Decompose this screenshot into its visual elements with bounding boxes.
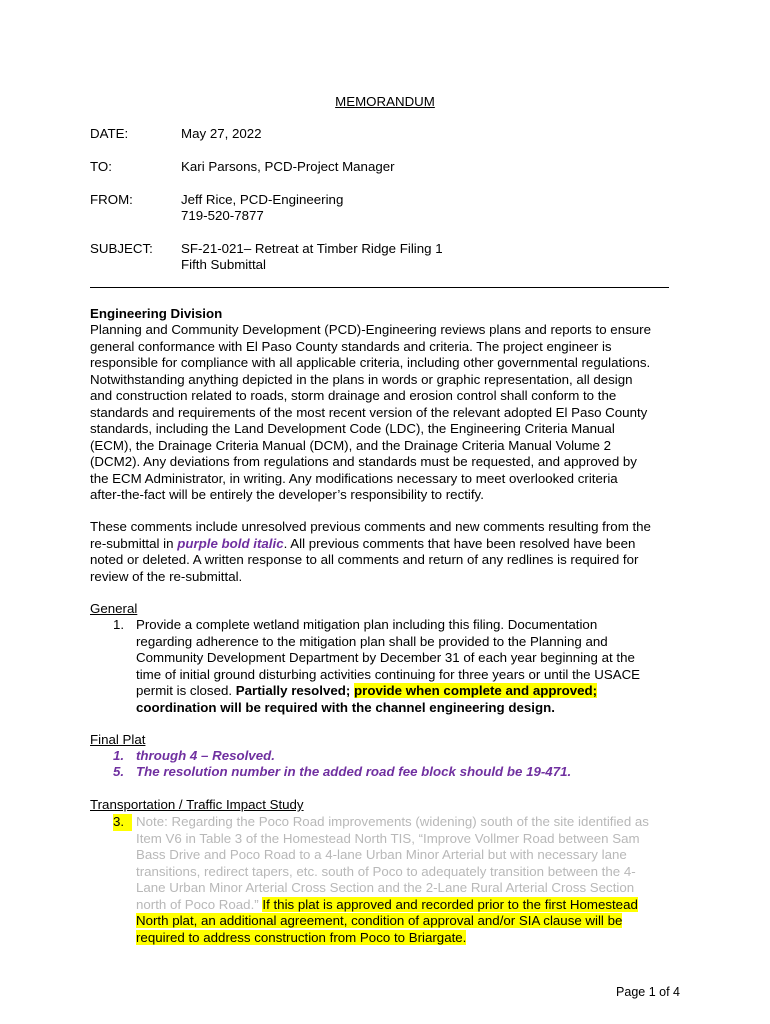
date-label: DATE:: [90, 126, 129, 141]
transportation-note-line: Bass Drive and Poco Road to a 4-lane Urban Minor Arterial but with necessary lane: [136, 847, 627, 862]
purple-bold-italic-sample: purple bold italic: [177, 535, 284, 551]
general-item-line: regarding adherence to the mitigation plan shall be provided to the Planning and: [136, 633, 608, 649]
engineering-line: the ECM Administrator, in writing. Any modifications necessary to meet overlooked criteria: [90, 470, 618, 486]
to-value: Kari Parsons, PCD-Project Manager: [181, 159, 395, 174]
highlighted-text: If this plat is approved and recorded prior to the first Homestead: [262, 896, 638, 912]
engineering-line: Notwithstanding anything depicted in the plans in words or graphic representation, all design: [90, 371, 633, 387]
memo-title: MEMORANDUM: [335, 94, 435, 109]
highlighted-text: North plat, an additional agreement, condition of approval and/or SIA clause will be: [136, 913, 623, 928]
general-item-line: time of initial ground disturbing activities continuing for three years or until the USACE: [136, 666, 641, 682]
from-value-name: Jeff Rice, PCD-Engineering: [181, 192, 344, 207]
transportation-note-line: [136, 897, 676, 914]
final-plat-item-number: 5.: [113, 764, 125, 779]
engineering-line: standards and requirements of the most recent version of the relevant adopted El Paso County: [90, 404, 648, 420]
engineering-line: responsible for compliance with all applicable criteria, including other governmental regulations.: [90, 355, 651, 370]
subject-value: SF-21-021– Retreat at Timber Ridge Filing 1: [181, 241, 443, 256]
comments-paragraph: [90, 519, 680, 585]
engineering-line: after-the-fact will be entirely the developer’s responsibility to rectify.: [90, 487, 484, 502]
highlighted-text: provide when complete and approved;: [354, 683, 598, 698]
final-plat-item-1: through 4 – Resolved.: [136, 748, 275, 763]
engineering-line: general conformance with El Paso County standards and criteria. The project engineer is: [90, 338, 612, 354]
from-value-phone: 719-520-7877: [181, 208, 264, 223]
final-plat-item-5: The resolution number in the added road fee block should be 19-471.: [136, 764, 572, 779]
transportation-note-line: [136, 913, 676, 930]
general-item-line: Community Development Department by December 31 of each year beginning at the: [136, 650, 635, 665]
engineering-paragraph: [90, 322, 680, 504]
comments-line: These comments include unresolved previous comments and new comments resulting from the: [90, 519, 651, 534]
highlighted-text: required to address construction from Poco to Briargate.: [136, 929, 467, 945]
comments-text: re-submittal in: [90, 535, 178, 551]
engineering-line: Planning and Community Development (PCD)-Engineering reviews plans and reports to ensure: [90, 322, 651, 337]
from-label: FROM:: [90, 192, 133, 207]
transportation-item-number: 3.: [113, 814, 132, 831]
comments-line: noted or deleted. A written response to all comments and return of any redlines is required for: [90, 552, 639, 567]
engineering-line: standards, including the Land Development Code (LDC), the Engineering Criteria Manual: [90, 421, 615, 436]
comments-text: . All previous comments that have been resolved have been: [283, 535, 636, 551]
engineering-line: (ECM), the Drainage Criteria Manual (DCM), and the Drainage Criteria Manual Volume 2: [90, 437, 612, 453]
to-label: TO:: [90, 159, 112, 174]
general-item-number: 1.: [113, 617, 125, 632]
page-number: Page 1 of 4: [616, 985, 680, 999]
partially-resolved-text: Partially resolved;: [235, 683, 355, 698]
transportation-heading: Transportation / Traffic Impact Study: [90, 797, 304, 812]
comments-line: [90, 536, 680, 553]
transportation-note-text: north of Poco Road.”: [136, 896, 263, 912]
transportation-note-line: Lane Urban Minor Arterial Cross Section and the 2-Lane Rural Arterial Cross Section: [136, 880, 635, 895]
final-plat-item-number: 1.: [113, 748, 125, 763]
comments-line: review of the re-submittal.: [90, 568, 243, 584]
transportation-note-line: transitions, redirect tapers, etc. south of Poco to adequately transition between the 4-: [136, 863, 636, 879]
subject-label: SUBJECT:: [90, 241, 153, 256]
transportation-note-line: Note: Regarding the Poco Road improvements (widening) south of the site identified as: [136, 814, 649, 829]
transportation-note-line: Item V6 in Table 3 of the Homestead North TIS, “Improve Vollmer Road between Sam: [136, 830, 640, 846]
general-item-line: coordination will be required with the channel engineering design.: [136, 699, 555, 715]
general-heading: General: [90, 601, 138, 616]
transportation-item-3: [136, 814, 676, 946]
subject-submittal: Fifth Submittal: [181, 257, 266, 272]
general-item-line: [136, 683, 676, 700]
engineering-line: (DCM2). Any deviations from regulations and standards must be requested, and approved by: [90, 454, 637, 469]
engineering-line: and construction related to roads, storm drainage and erosion control shall conform to the: [90, 388, 617, 403]
general-item-text: permit is closed.: [136, 683, 236, 698]
final-plat-heading: Final Plat: [90, 732, 146, 747]
transportation-note-line: [136, 930, 676, 947]
general-item-line: Provide a complete wetland mitigation plan including this filing. Documentation: [136, 617, 598, 632]
engineering-heading: Engineering Division: [90, 306, 223, 321]
header-divider: [90, 287, 669, 288]
date-value: May 27, 2022: [181, 126, 262, 141]
general-item-1: [136, 617, 676, 716]
